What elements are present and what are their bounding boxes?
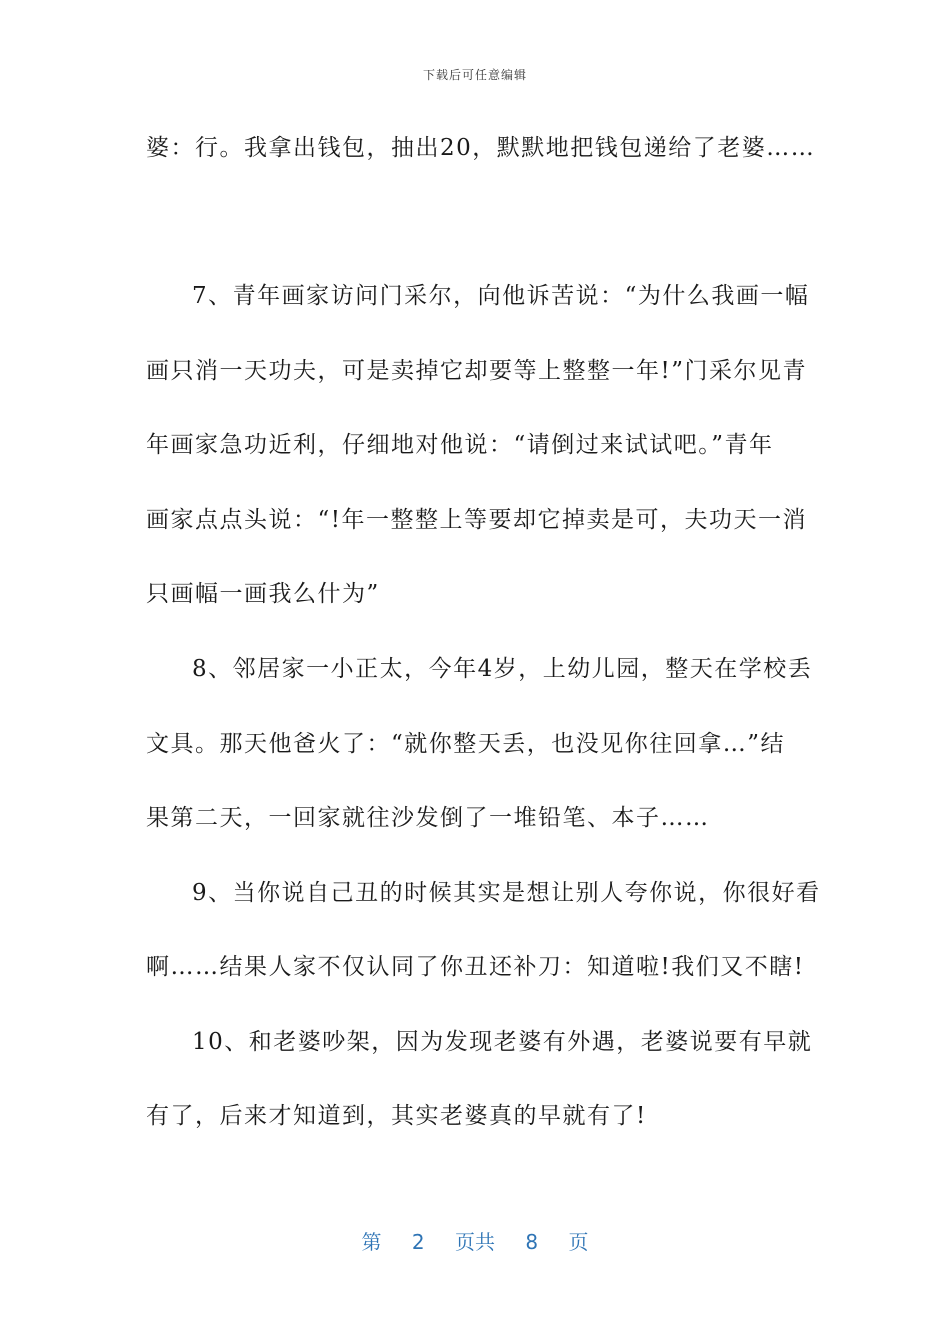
footer-total-pages: 8 [525,1230,539,1254]
page-header: 下载后可任意编辑 [422,68,527,82]
text-line: 年画家急功近利，仔细地对他说：“请倒过来试试吧。”青年 [146,432,774,458]
text-line: 9、当你说自己丑的时候其实是想让别人夸你说，你很好看 [192,880,821,906]
footer-page-number: 2 [411,1230,425,1254]
footer-prefix: 第 [361,1230,382,1254]
text-line: 婆：行。我拿出钱包，抽出20，默默地把钱包递给了老婆…… [146,135,816,161]
text-line: 画家点点头说：“!年一整整上等要却它掉卖是可，夫功天一消 [146,507,808,533]
text-line: 果第二天，一回家就往沙发倒了一堆铅笔、本子…… [146,805,710,831]
page-footer [0,1226,950,1255]
text-line: 只画幅一画我么什为” [146,581,380,607]
text-line: 7、青年画家访问门采尔，向他诉苦说：“为什么我画一幅 [192,283,810,309]
text-line: 10、和老婆吵架，因为发现老婆有外遇，老婆说要有早就 [192,1029,813,1055]
text-line: 8、邻居家一小正太，今年4岁，上幼儿园，整天在学校丢 [192,656,813,682]
text-line: 有了，后来才知道到，其实老婆真的早就有了! [146,1103,647,1129]
footer-suffix: 页 [568,1230,589,1254]
text-line: 啊……结果人家不仅认同了你丑还补刀：知道啦!我们又不瞎! [146,954,805,980]
text-line: 文具。那天他爸火了：“就你整天丢，也没见你往回拿…”结 [146,731,786,757]
text-line: 画只消一天功夫，可是卖掉它却要等上整整一年!”门采尔见青 [146,358,808,384]
footer-mid: 页共 [455,1230,495,1254]
